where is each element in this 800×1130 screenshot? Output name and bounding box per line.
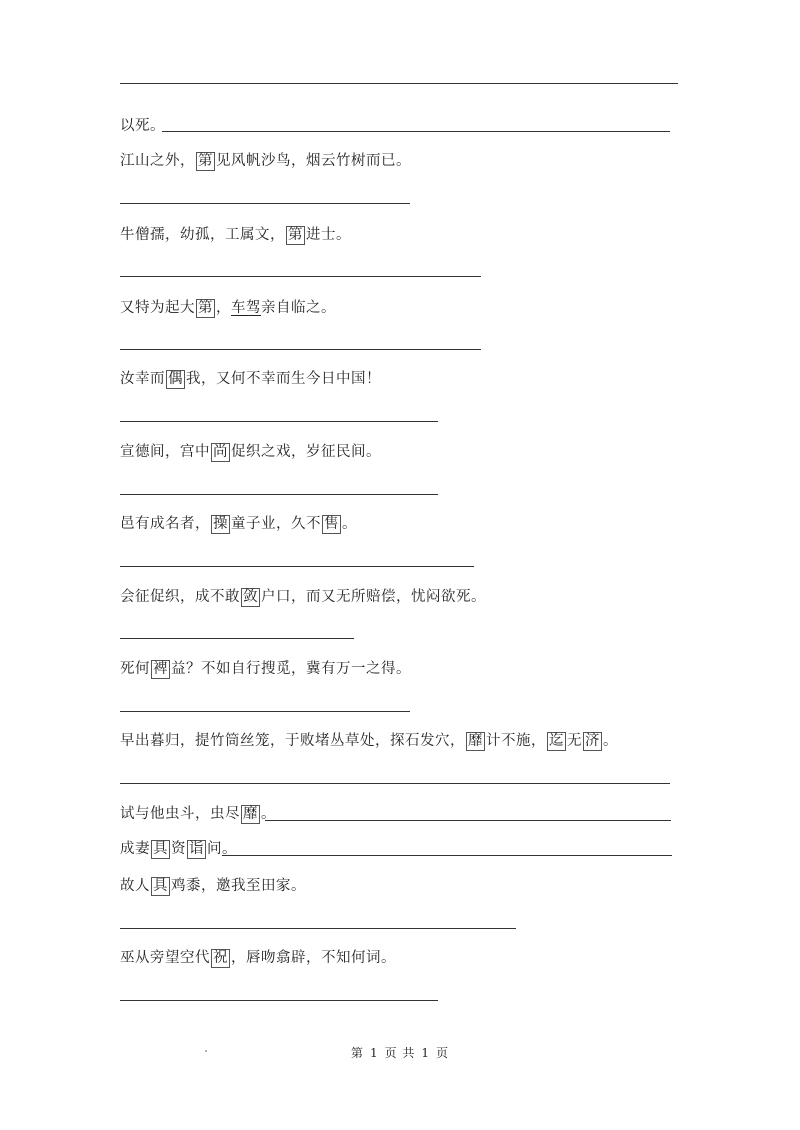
page-total: 1	[421, 1046, 431, 1060]
sentence-6	[120, 442, 381, 462]
highlighted-char: 靡	[243, 806, 258, 822]
answer-line	[120, 928, 516, 929]
sentence-text: 。	[261, 806, 276, 822]
highlighted-char: 操	[213, 516, 228, 532]
highlighted-char: 售	[324, 516, 339, 532]
sentence-text: 计不施，	[486, 733, 546, 749]
answer-line	[120, 494, 438, 495]
answer-line	[265, 820, 671, 821]
sentence-text: 见风帆沙鸟，烟云竹树而已。	[216, 153, 411, 169]
sentence-text: 死何	[120, 661, 150, 677]
sentence-text: 进士。	[306, 227, 351, 243]
sentence-text: 问。	[207, 841, 237, 857]
highlighted-char: 裨	[153, 661, 168, 677]
sentence-text: 。	[342, 516, 357, 532]
underlined-word: 车驾	[231, 300, 261, 316]
answer-line	[120, 1000, 438, 1001]
sentence-11	[120, 804, 276, 824]
answer-line	[120, 83, 678, 84]
highlighted-char: 具	[153, 841, 168, 857]
sentence-2	[120, 151, 411, 171]
answer-line	[120, 421, 438, 422]
sentence-text: 巫从旁望空代	[120, 950, 210, 966]
sentence-text: 早出暮归，提竹筒丝笼，于败堵丛草处，探石发穴，	[120, 733, 465, 749]
answer-line	[120, 566, 474, 567]
highlighted-char: 尚	[213, 444, 228, 460]
highlighted-char: 偶	[168, 371, 183, 387]
sentence-text: 牛僧孺，幼孤，工属文，	[120, 227, 285, 243]
sentence-3	[120, 225, 351, 245]
highlighted-char: 第	[288, 227, 303, 243]
answer-line	[120, 203, 410, 204]
sentence-text: ，唇吻翕辟，不知何词。	[231, 950, 396, 966]
sentence-text: 成妻	[120, 841, 150, 857]
highlighted-char: 第	[198, 300, 213, 316]
sentence-text: 以死。	[120, 118, 165, 134]
sentence-text: 宣德间，宫中	[120, 444, 210, 460]
sentence-text: 促织之戏，岁征民间。	[231, 444, 381, 460]
sentence-10	[120, 731, 618, 751]
answer-line	[120, 349, 481, 350]
footer-middle: 页 共	[384, 1046, 416, 1060]
sentence-text: ，	[216, 300, 231, 316]
sentence-text: 故人	[120, 878, 150, 894]
sentence-text: 鸡黍，邀我至田家。	[171, 878, 306, 894]
sentence-text: 无	[567, 733, 582, 749]
sentence-text: 会征促织，成不敢	[120, 589, 240, 605]
highlighted-char: 敛	[243, 589, 258, 605]
page-footer	[0, 1044, 800, 1061]
sentence-text: 邑有成名者，	[120, 516, 210, 532]
sentence-text: 资	[171, 841, 186, 857]
highlighted-char: 祝	[213, 950, 228, 966]
sentence-text: 童子业，久不	[231, 516, 321, 532]
sentence-text: 汝幸而	[120, 371, 165, 387]
sentence-text: 益？不如自行搜觅，冀有万一之得。	[171, 661, 411, 677]
sentence-4	[120, 298, 336, 318]
answer-line	[120, 276, 481, 277]
highlighted-char: 第	[198, 153, 213, 169]
answer-line	[120, 711, 410, 712]
sentence-8	[120, 587, 486, 607]
sentence-13	[120, 876, 306, 896]
page-number: 1	[369, 1046, 379, 1060]
sentence-text: 。	[603, 733, 618, 749]
sentence-9	[120, 659, 411, 679]
sentence-text: 试与他虫斗，虫尽	[120, 806, 240, 822]
sentence-text: 亲自临之。	[261, 300, 336, 316]
sentence-text: 江山之外，	[120, 153, 195, 169]
sentence-12	[120, 839, 237, 859]
answer-line	[162, 131, 670, 132]
highlighted-char: 迄	[549, 733, 564, 749]
sentence-7	[120, 514, 357, 534]
sentence-14	[120, 948, 396, 968]
sentence-text: 户口，而又无所赔偿，忧闷欲死。	[261, 589, 486, 605]
answer-line	[120, 783, 670, 784]
footer-prefix: 第	[350, 1046, 364, 1060]
sentence-text: 我，又何不幸而生今日中国！	[186, 371, 381, 387]
footer-suffix: 页	[436, 1046, 450, 1060]
answer-line	[222, 855, 672, 856]
highlighted-char: 靡	[468, 733, 483, 749]
highlighted-char: 诣	[189, 841, 204, 857]
highlighted-char: 济	[585, 733, 600, 749]
sentence-1	[120, 116, 165, 136]
highlighted-char: 具	[153, 878, 168, 894]
sentence-5	[120, 369, 381, 389]
sentence-text: 又特为起大	[120, 300, 195, 316]
answer-line	[120, 638, 354, 639]
